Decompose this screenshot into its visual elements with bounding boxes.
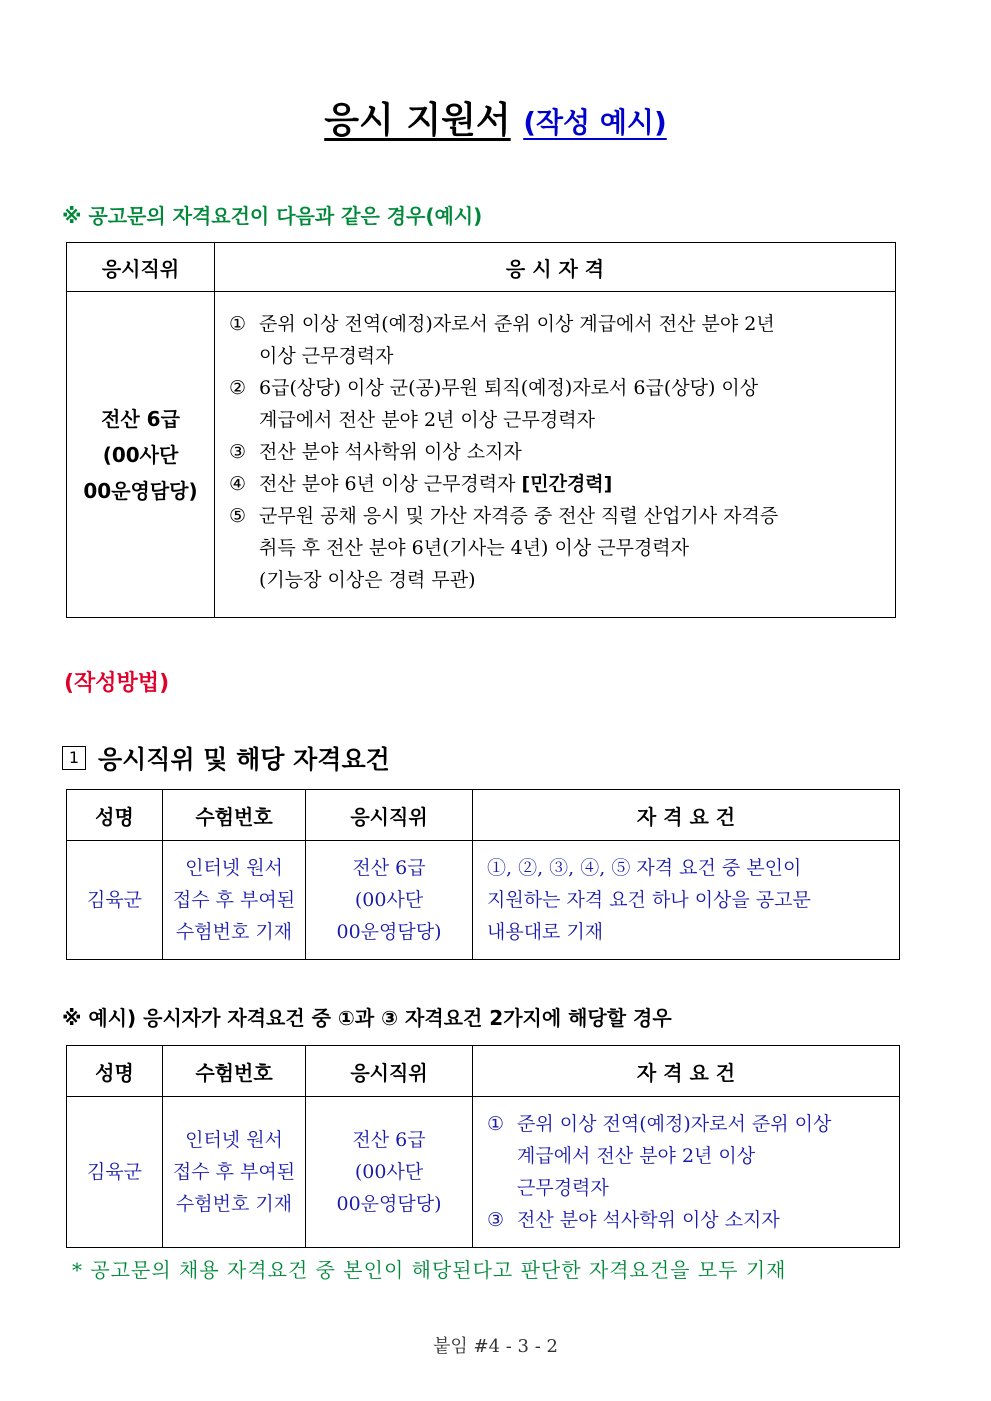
qual-line: 전산 분야 석사학위 이상 소지자: [517, 1209, 780, 1231]
qual-line: 준위 이상 전역(예정)자로서 준위 이상 계급에서 전산 분야 2년: [259, 313, 775, 335]
qual-number: ①: [229, 313, 247, 335]
header-exam-no: 수험번호: [163, 1046, 306, 1097]
qualifications-cell: [473, 841, 900, 960]
qual-line: 취득 후 전산 분야 6년(기사는 4년) 이상 근무경력자: [259, 537, 690, 559]
qual-number: ④: [229, 473, 247, 495]
example-note: ※ 예시) 응시자가 자격요건 중 ①과 ③ 자격요건 2가지에 해당할 경우: [62, 1006, 672, 1030]
exam-no-cell: [163, 841, 306, 960]
exam-no-cell: [163, 1097, 306, 1248]
exam-no-line: 인터넷 원서: [185, 857, 283, 879]
section-number-box: 1: [62, 746, 86, 770]
header-position: 응시직위: [67, 243, 215, 292]
position-line: (00사단: [102, 442, 179, 467]
qual-line: 지원하는 자격 요건 하나 이상을 공고문: [487, 889, 811, 911]
section-heading: [62, 740, 390, 776]
qual-line: 군무원 공채 응시 및 가산 자격증 중 전산 직렬 산업기사 자격증: [259, 505, 779, 527]
qual-line: ①, ②, ③, ④, ⑤ 자격 요건 중 본인이: [487, 857, 802, 879]
qualification-item: [487, 1108, 885, 1204]
exam-no-line: 수험번호 기재: [175, 1193, 293, 1215]
section-label: 응시직위 및 해당 자격요건: [98, 745, 390, 774]
qualifications-cell: [215, 292, 896, 618]
exam-no-line: 인터넷 원서: [185, 1129, 283, 1151]
title-sub: (작성 예시): [523, 106, 667, 139]
requirement-note: ※ 공고문의 자격요건이 다음과 같은 경우(예시): [62, 204, 483, 228]
header-position: 응시직위: [306, 1046, 473, 1097]
qual-line: (기능장 이상은 경력 무관): [259, 569, 476, 591]
qual-line: 6급(상당) 이상 군(공)무원 퇴직(예정)자로서 6급(상당) 이상: [259, 377, 759, 399]
header-qualifications: 응 시 자 격: [215, 243, 896, 292]
qualification-item: [229, 468, 881, 500]
page-title: [0, 92, 991, 143]
private-career-tag: [민간경력]: [521, 473, 613, 495]
requirements-table: [66, 242, 896, 618]
qual-number: ③: [229, 441, 247, 463]
qualification-item: [229, 500, 881, 596]
qualification-item: [229, 308, 881, 372]
qual-number: ⑤: [229, 505, 247, 527]
example-table-2: [66, 1045, 900, 1248]
qual-line: 계급에서 전산 분야 2년 이상 근무경력자: [259, 409, 595, 431]
qualification-item: [229, 436, 881, 468]
position-line: 00운영담당): [336, 1193, 442, 1215]
qual-line: 계급에서 전산 분야 2년 이상: [517, 1145, 756, 1167]
position-line: (00사단: [354, 1161, 424, 1183]
position-cell: [306, 1097, 473, 1248]
qualifications-cell: [473, 1097, 900, 1248]
header-position: 응시직위: [306, 790, 473, 841]
exam-no-line: 수험번호 기재: [175, 921, 293, 943]
exam-no-line: 접수 후 부여된: [172, 1161, 296, 1183]
header-exam-no: 수험번호: [163, 790, 306, 841]
page-number: 붙임 #4 - 3 - 2: [433, 1336, 558, 1357]
qual-line: 이상 근무경력자: [259, 345, 394, 367]
title-main: 응시 지원서: [324, 100, 511, 141]
position-line: 00운영담당): [83, 478, 198, 503]
qualification-item: [229, 372, 881, 436]
header-name: 성명: [67, 790, 163, 841]
position-cell: [306, 841, 473, 960]
position-line: 전산 6급: [352, 1129, 426, 1151]
qual-number: ①: [487, 1113, 505, 1135]
name-cell: 김육군: [67, 841, 163, 960]
position-line: (00사단: [354, 889, 424, 911]
position-line: 전산 6급: [101, 406, 180, 431]
qual-line: 내용대로 기재: [487, 921, 604, 943]
name-cell: 김육군: [67, 1097, 163, 1248]
qual-line: 근무경력자: [517, 1177, 609, 1199]
qual-number: ③: [487, 1209, 505, 1231]
example-table: [66, 789, 900, 960]
header-name: 성명: [67, 1046, 163, 1097]
qual-line: 준위 이상 전역(예정)자로서 준위 이상: [517, 1113, 832, 1135]
position-line: 00운영담당): [336, 921, 442, 943]
header-qualifications: 자 격 요 건: [473, 1046, 900, 1097]
qual-number: ②: [229, 377, 247, 399]
footnote: * 공고문의 채용 자격요건 중 본인이 해당된다고 판단한 자격요건을 모두 기재: [72, 1258, 787, 1282]
qualification-item: [487, 1204, 885, 1236]
position-cell: [67, 292, 215, 618]
qual-line: 전산 분야 석사학위 이상 소지자: [259, 441, 522, 463]
exam-no-line: 접수 후 부여된: [172, 889, 296, 911]
qual-line: 전산 분야 6년 이상 근무경력자: [259, 473, 516, 495]
position-line: 전산 6급: [352, 857, 426, 879]
method-heading: (작성방법): [64, 671, 170, 696]
header-qualifications: 자 격 요 건: [473, 790, 900, 841]
